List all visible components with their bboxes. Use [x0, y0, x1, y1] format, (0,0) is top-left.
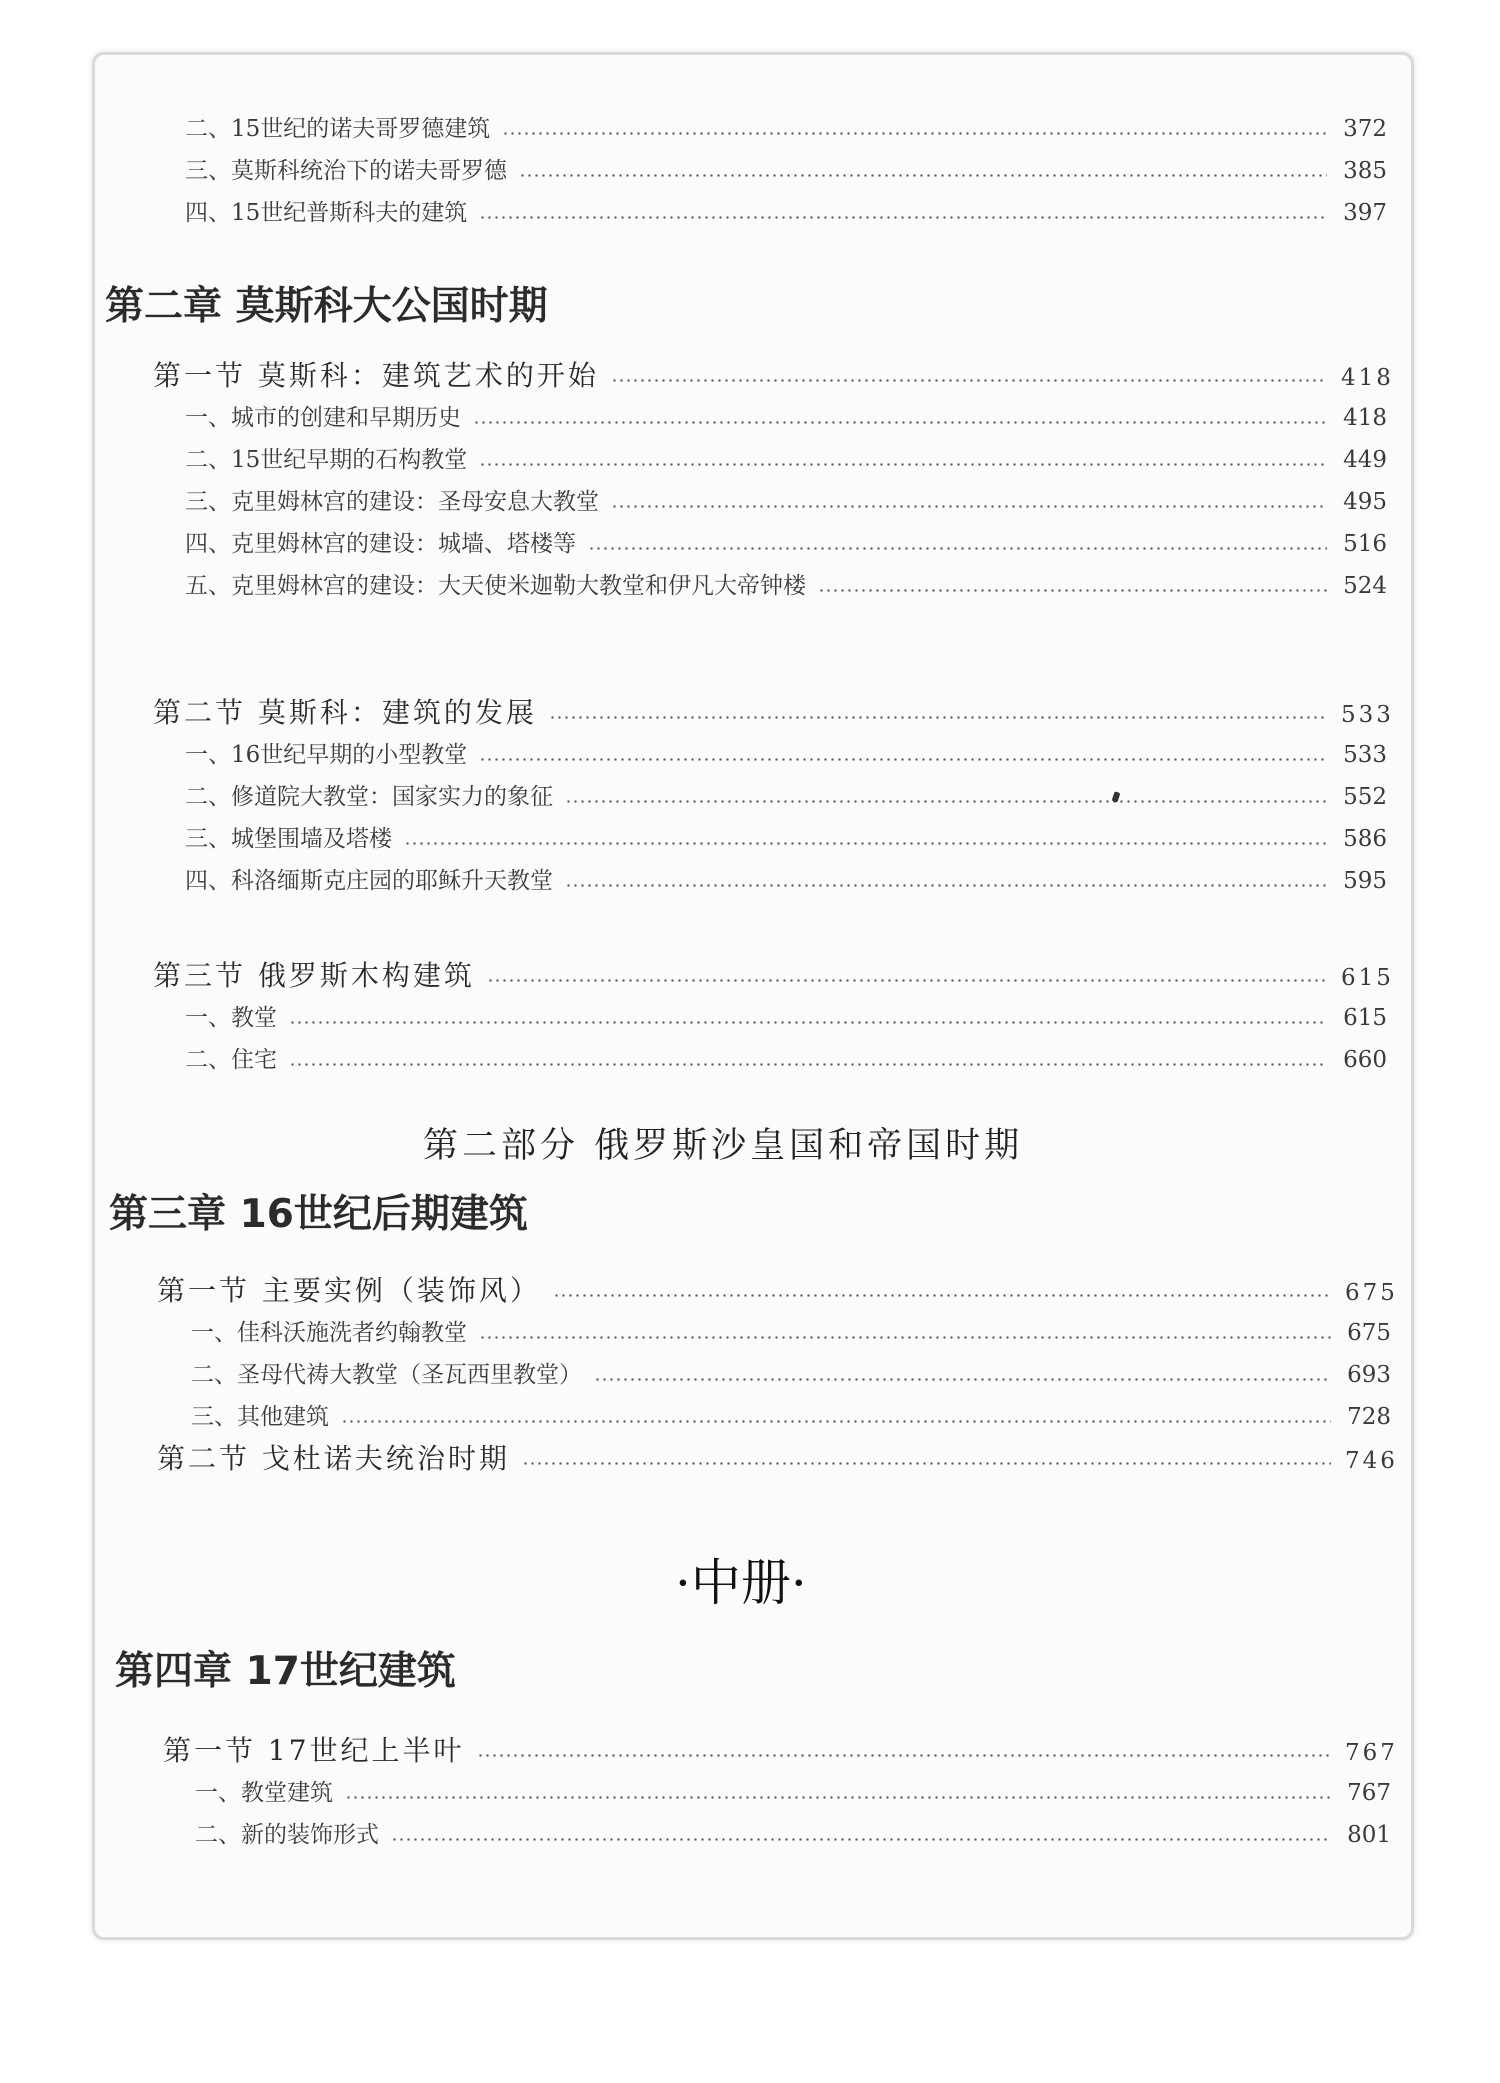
section-title: 第一节 主要实例（装饰风） [157, 1274, 541, 1307]
toc-section [157, 1270, 1398, 1312]
toc-item [185, 1039, 1387, 1081]
toc-section [157, 1438, 1398, 1480]
leader-dots [611, 505, 1327, 508]
toc-top-group [95, 108, 1417, 234]
leader-dots [565, 884, 1327, 887]
chapter-heading: 第二章 莫斯科大公国时期 [105, 284, 548, 329]
section-title: 第一节 17世纪上半叶 [163, 1734, 465, 1767]
toc-item [185, 860, 1387, 902]
toc-item-label: 二、住宅 [185, 1047, 277, 1073]
toc-item-label: 一、佳科沃施洗者约翰教堂 [191, 1320, 467, 1346]
toc-item-label: 二、圣母代祷大教堂（圣瓦西里教堂） [191, 1362, 582, 1388]
toc-page-number: 418 [1341, 365, 1394, 391]
toc-page-number: 728 [1347, 1404, 1391, 1430]
leader-dots [479, 463, 1327, 466]
toc-item-label: 四、克里姆林宫的建设：城墙、塔楼等 [185, 531, 576, 557]
toc-item-label: 一、16世纪早期的小型教堂 [185, 742, 468, 768]
leader-dots [502, 132, 1327, 135]
toc-section [153, 355, 1394, 397]
toc-page-number: 552 [1343, 784, 1387, 810]
toc-item [185, 439, 1387, 481]
leader-dots [588, 547, 1327, 550]
chapter2-section2 [95, 692, 1417, 902]
toc-page-number: 675 [1347, 1320, 1391, 1346]
part-heading: 第二部分 俄罗斯沙皇国和帝国时期 [423, 1126, 1024, 1166]
leader-dots [289, 1021, 1327, 1024]
toc-item [185, 565, 1387, 607]
chapter2-section3 [95, 955, 1417, 1081]
toc-item-label: 三、克里姆林宫的建设：圣母安息大教堂 [185, 489, 599, 515]
toc-item [191, 1396, 1391, 1438]
toc-page-number: 533 [1341, 702, 1394, 728]
leader-dots [818, 589, 1327, 592]
leader-dots [473, 421, 1327, 424]
chapter-heading: 第三章 16世纪后期建筑 [109, 1192, 528, 1237]
toc-section [153, 955, 1394, 997]
toc-item [195, 1814, 1391, 1856]
toc-item [185, 734, 1387, 776]
leader-dots [553, 1294, 1331, 1297]
toc-item [185, 523, 1387, 565]
chapter2-section1 [95, 355, 1417, 607]
toc-item [185, 150, 1387, 192]
section-title: 第二节 莫斯科：建筑的发展 [153, 696, 537, 729]
toc-page-number: 801 [1347, 1822, 1391, 1848]
toc-page-number: 449 [1343, 447, 1387, 473]
toc-page-number: 516 [1343, 531, 1387, 557]
leader-dots [611, 379, 1327, 382]
leader-dots [549, 716, 1327, 719]
toc-page-number: 615 [1343, 1005, 1387, 1031]
toc-item-label: 一、教堂 [185, 1005, 277, 1031]
toc-item [185, 108, 1387, 150]
leader-dots [477, 1754, 1331, 1757]
toc-page-number: 767 [1347, 1780, 1391, 1806]
toc-page-number: 385 [1343, 158, 1387, 184]
toc-page-number: 615 [1341, 965, 1394, 991]
toc-section [153, 692, 1394, 734]
toc-page-number: 675 [1345, 1280, 1398, 1306]
toc-item [185, 397, 1387, 439]
book-page [92, 52, 1414, 1940]
toc-page-number: 767 [1345, 1740, 1398, 1766]
toc-page-number: 586 [1343, 826, 1387, 852]
section-title: 第一节 莫斯科：建筑艺术的开始 [153, 359, 599, 392]
toc-item-label: 二、新的装饰形式 [195, 1822, 379, 1848]
leader-dots [479, 758, 1327, 761]
toc-page-number: 397 [1343, 200, 1387, 226]
toc-item [191, 1312, 1391, 1354]
leader-dots [391, 1838, 1331, 1841]
leader-dots [565, 800, 1327, 803]
toc-page-number: 693 [1347, 1362, 1391, 1388]
toc-item-label: 二、15世纪早期的石构教堂 [185, 447, 468, 473]
leader-dots [289, 1063, 1327, 1066]
chapter-heading: 第四章 17世纪建筑 [115, 1649, 456, 1694]
chapter3-sections [95, 1270, 1417, 1480]
toc-item-label: 四、科洛缅斯克庄园的耶稣升天教堂 [185, 868, 553, 894]
toc-page-number: 595 [1343, 868, 1387, 894]
leader-dots [479, 216, 1327, 219]
section-title: 第二节 戈杜诺夫统治时期 [157, 1442, 510, 1475]
toc-section [163, 1730, 1398, 1772]
toc-item [185, 818, 1387, 860]
toc-item-label: 三、其他建筑 [191, 1404, 329, 1430]
toc-page-number: 660 [1343, 1047, 1387, 1073]
volume-heading: ·中册· [675, 1554, 807, 1612]
leader-dots [479, 1336, 1331, 1339]
toc-item [191, 1354, 1391, 1396]
toc-item-label: 四、15世纪普斯科夫的建筑 [185, 200, 468, 226]
toc-item [185, 776, 1387, 818]
toc-item-label: 三、城堡围墙及塔楼 [185, 826, 392, 852]
toc-item [185, 192, 1387, 234]
leader-dots [404, 842, 1327, 845]
toc-item [195, 1772, 1391, 1814]
toc-item [185, 481, 1387, 523]
toc-item-label: 一、城市的创建和早期历史 [185, 405, 461, 431]
leader-dots [487, 979, 1327, 982]
leader-dots [594, 1378, 1331, 1381]
leader-dots [522, 1462, 1331, 1465]
section-title: 第三节 俄罗斯木构建筑 [153, 959, 475, 992]
toc-page-number: 533 [1343, 742, 1387, 768]
toc-item-label: 五、克里姆林宫的建设：大天使米迦勒大教堂和伊凡大帝钟楼 [185, 573, 806, 599]
toc-page-number: 495 [1343, 489, 1387, 515]
toc-item-label: 二、修道院大教堂：国家实力的象征 [185, 784, 553, 810]
toc-page-number: 372 [1343, 116, 1387, 142]
toc-page-number: 524 [1343, 573, 1387, 599]
leader-dots [345, 1796, 1331, 1799]
toc-item-label: 二、15世纪的诺夫哥罗德建筑 [185, 116, 491, 142]
toc-page-number: 746 [1345, 1448, 1398, 1474]
leader-dots [341, 1420, 1331, 1423]
toc-page-number: 418 [1343, 405, 1387, 431]
toc-item [185, 997, 1387, 1039]
leader-dots [519, 174, 1327, 177]
toc-item-label: 一、教堂建筑 [195, 1780, 333, 1806]
toc-item-label: 三、莫斯科统治下的诺夫哥罗德 [185, 158, 507, 184]
chapter4-sections [95, 1730, 1417, 1856]
